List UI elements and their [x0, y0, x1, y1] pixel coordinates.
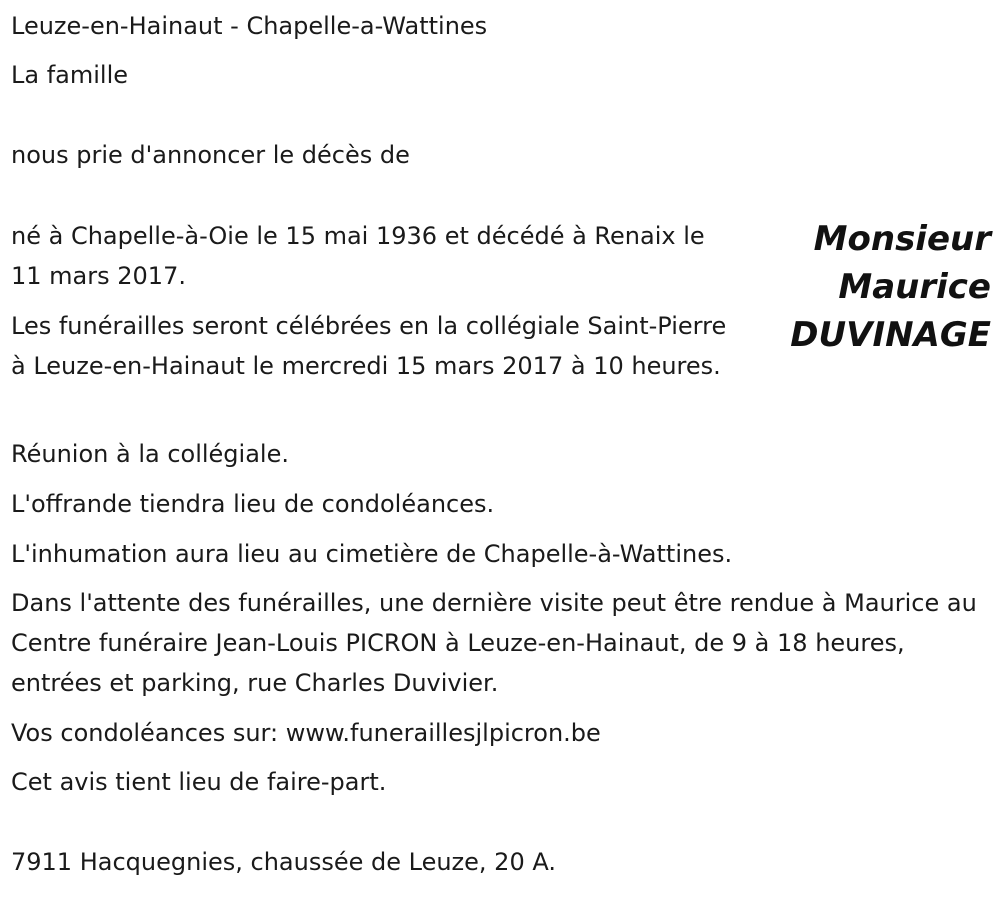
deceased-first-name: Maurice	[838, 267, 991, 307]
family-line: La famille	[11, 61, 129, 89]
location-line: Leuze-en-Hainaut - Chapelle-a-Wattines	[11, 12, 488, 40]
deceased-title: Monsieur	[813, 219, 991, 259]
burial-line: L'inhumation aura lieu au cimetière de Chapelle-à-Wattines.	[11, 540, 733, 568]
address-line: 7911 Hacquegnies, chaussée de Leuze, 20 A.	[11, 848, 556, 876]
condolences-line: Vos condoléances sur: www.funeraillesjlpicron.be	[11, 719, 601, 747]
funeral-paragraph: Les funérailles seront célébrées en la collégiale Saint-Pierre à Leuze-en-Hainaut le mercredi 15 mars 2017 à 10 heures.	[11, 312, 727, 380]
meeting-line: Réunion à la collégiale.	[11, 440, 289, 468]
deceased-last-name: DUVINAGE	[790, 315, 991, 355]
offering-line: L'offrande tiendra lieu de condoléances.	[11, 490, 495, 518]
visit-paragraph: Dans l'attente des funérailles, une dernière visite peut être rendue à Maurice au Centre funéraire Jean-Louis PICRON à Leuze-en-Hainaut, de 9 à 18 heures, entrées et parking, rue Charles Duvivier.	[11, 589, 977, 697]
announce-line: nous prie d'annoncer le décès de	[11, 141, 410, 169]
deceased-name	[790, 215, 991, 359]
birth-death-paragraph: né à Chapelle-à-Oie le 15 mai 1936 et décédé à Renaix le 11 mars 2017.	[11, 222, 705, 290]
notice-line: Cet avis tient lieu de faire-part.	[11, 768, 387, 796]
